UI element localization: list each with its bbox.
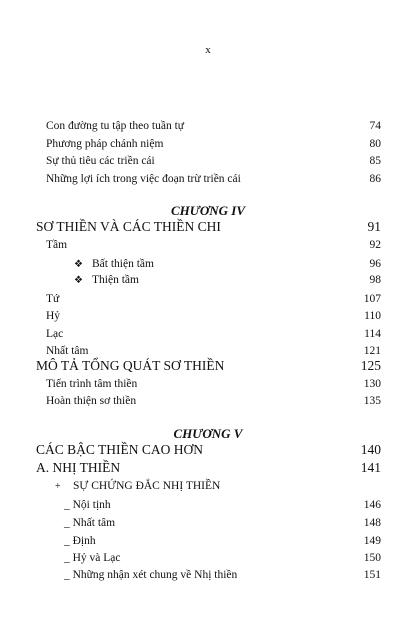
toc-entry-page: 91 <box>367 219 381 234</box>
toc-entry <box>0 442 416 458</box>
toc-entry <box>0 497 416 513</box>
plus-bullet-icon: + <box>55 481 61 492</box>
toc-entry-title: Con đường tu tập theo tuần tự <box>46 120 185 132</box>
diamond-bullet-icon: ❖ <box>74 259 83 270</box>
toc-entry-title: _ Nhất tâm <box>64 517 116 529</box>
toc-entry-title: Lạc <box>46 328 64 340</box>
toc-entry <box>0 478 416 494</box>
toc-entry-title: _ Nội tịnh <box>64 499 111 511</box>
toc-entry <box>0 326 416 342</box>
toc-entry-title: MÔ TẢ TỔNG QUÁT SƠ THIỀN <box>36 358 225 373</box>
toc-entry <box>0 343 416 359</box>
toc-entry-title: Những lợi ích trong việc đoạn trừ triền cái <box>46 173 241 185</box>
toc-entry <box>0 256 416 272</box>
toc-entry-text: Bất thiện tầm <box>92 258 154 270</box>
toc-entry-page: 140 <box>360 442 381 457</box>
toc-entry <box>0 376 416 392</box>
toc-entry-title: _ Hỷ và Lạc <box>64 552 121 564</box>
toc-entry <box>0 136 416 152</box>
toc-entry-page: 148 <box>363 517 381 529</box>
toc-entry-page: 110 <box>364 310 381 322</box>
toc-entry-title <box>55 478 220 495</box>
toc-entry <box>0 291 416 307</box>
diamond-bullet-icon: ❖ <box>74 275 83 286</box>
toc-entry <box>0 550 416 566</box>
toc-entry-title: Nhất tâm <box>46 345 89 357</box>
toc-entry-page: 85 <box>369 155 381 167</box>
toc-entry-title <box>74 256 154 273</box>
toc-entry <box>0 515 416 531</box>
toc-entry-page: 86 <box>369 173 381 185</box>
toc-entry <box>0 118 416 134</box>
toc-entry-text: Thiện tầm <box>92 274 139 286</box>
toc-entry-text: SỰ CHỨNG ĐẮC NHỊ THIỀN <box>73 480 221 492</box>
toc-entry-page: 151 <box>363 569 381 581</box>
toc-entry <box>0 393 416 409</box>
toc-entry <box>0 567 416 583</box>
toc-entry-page: 146 <box>363 499 381 511</box>
chapter-heading: CHƯƠNG IV <box>170 203 245 218</box>
toc-entry-title <box>74 272 139 289</box>
toc-entry-title: SƠ THIỀN VÀ CÁC THIỀN CHI <box>36 219 221 234</box>
toc-entry-title: Hỷ <box>46 310 61 322</box>
toc-entry-page: 114 <box>364 328 381 340</box>
toc-entry <box>0 171 416 187</box>
toc-entry <box>0 272 416 288</box>
toc-entry-page: 98 <box>369 274 381 286</box>
toc-entry <box>0 460 416 476</box>
toc-entry-title: Tiến trình tâm thiền <box>46 378 138 390</box>
toc-entry <box>0 237 416 253</box>
toc-entry-page: 80 <box>369 138 381 150</box>
toc-entry-page: 121 <box>363 345 381 357</box>
toc-entry-title: CÁC BẬC THIỀN CAO HƠN <box>36 442 204 457</box>
toc-entry-page: 141 <box>360 460 381 475</box>
chapter-heading: CHƯƠNG V <box>173 426 243 441</box>
toc-entry-page: 74 <box>369 120 381 132</box>
toc-entry-page: 135 <box>363 395 381 407</box>
toc-entry-title: Tầm <box>46 239 68 251</box>
toc-entry-page: 149 <box>363 535 381 547</box>
toc-entry-page: 107 <box>363 293 381 305</box>
page-number: x <box>205 44 211 56</box>
toc-entry-page: 125 <box>360 358 381 373</box>
toc-entry-title: _ Những nhận xét chung về Nhị thiền <box>64 569 238 581</box>
toc-entry <box>0 153 416 169</box>
toc-entry-page: 96 <box>369 258 381 270</box>
toc-entry-title: Phương pháp chánh niệm <box>46 138 164 150</box>
toc-entry-title: Sự thủ tiêu các triền cái <box>46 155 155 167</box>
toc-entry <box>0 219 416 235</box>
toc-entry-page: 130 <box>363 378 381 390</box>
toc-entry-page: 92 <box>369 239 381 251</box>
toc-entry <box>0 358 416 374</box>
toc-entry-page: 150 <box>363 552 381 564</box>
toc-entry-title: Hoàn thiện sơ thiền <box>46 395 137 407</box>
toc-entry <box>0 308 416 324</box>
toc-entry-title: Tứ <box>46 293 60 305</box>
toc-entry-title: A. NHỊ THIỀN <box>36 460 121 475</box>
toc-entry <box>0 533 416 549</box>
toc-entry-title: _ Định <box>64 535 96 547</box>
